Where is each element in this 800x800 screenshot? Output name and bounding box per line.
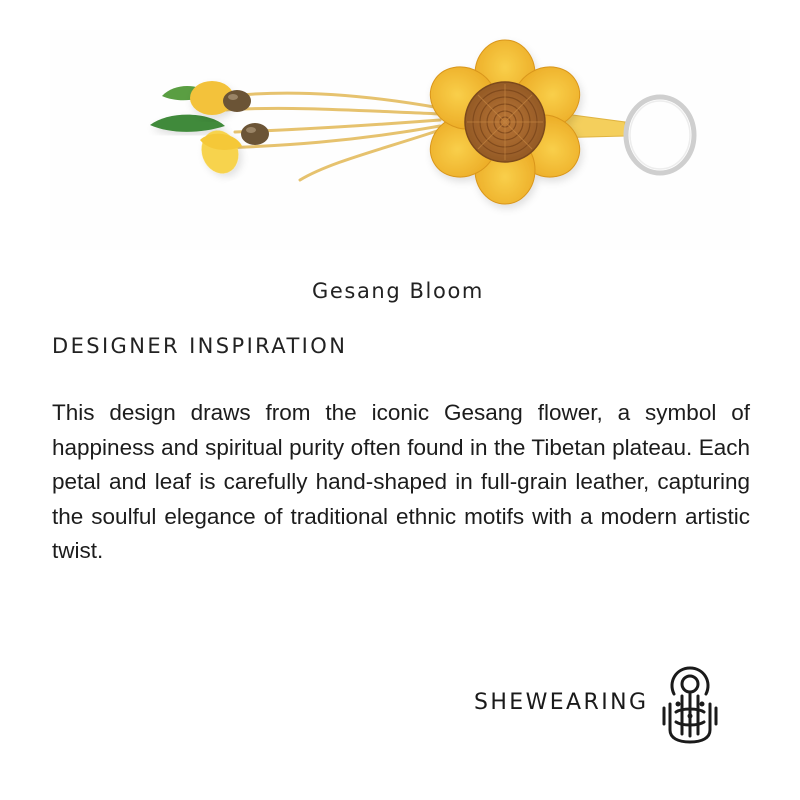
brand-name: SHEWEARING: [474, 690, 649, 715]
product-name: Gesang Bloom: [312, 279, 484, 303]
product-image: [50, 30, 750, 250]
inspiration-description: This design draws from the iconic Gesang flower, a symbol of happiness and spiritual purity often found in the Tibetan plateau. Each petal and leaf is carefully hand-shaped in full-grain leather, capturing the soulful elegance of traditional ethnic motifs with a modern artistic twist.: [52, 400, 750, 563]
flower-keychain-icon: [50, 30, 750, 250]
shewearing-logo-icon: [660, 664, 720, 746]
section-heading: DESIGNER INSPIRATION: [52, 334, 348, 358]
